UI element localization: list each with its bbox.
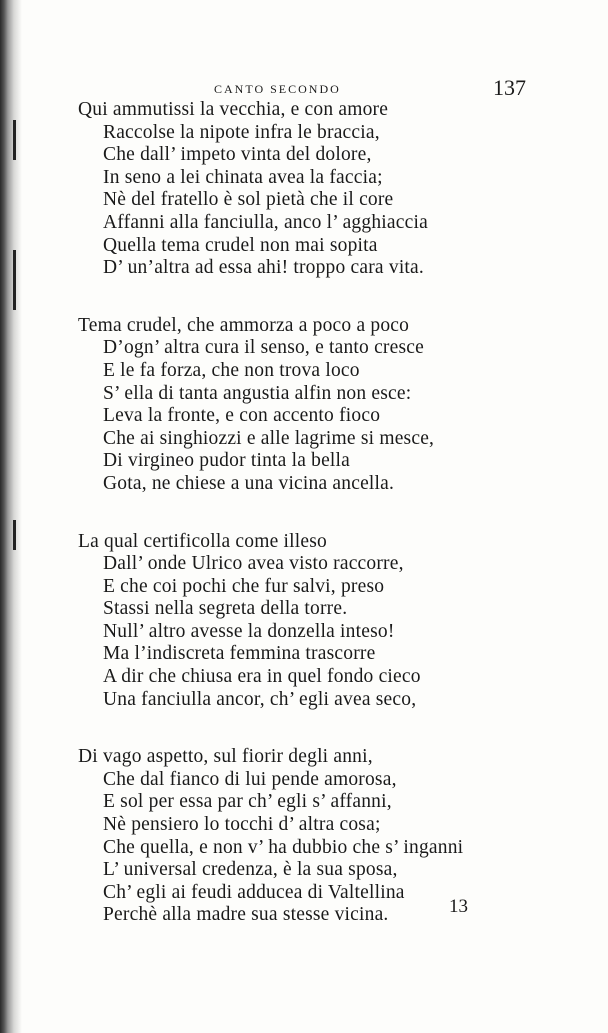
page-number: 137 bbox=[493, 75, 526, 100]
verse-line: E che coi pochi che fur salvi, preso bbox=[103, 575, 385, 597]
stanza bbox=[0, 99, 608, 280]
poem-text bbox=[0, 99, 608, 927]
verse-line: Affanni alla fanciulla, anco l’ agghiaccia bbox=[103, 211, 428, 233]
verse-line: Ma l’indiscreta femmina trascorre bbox=[103, 643, 376, 665]
verse-line: Che dal fianco di lui pende amorosa, bbox=[103, 768, 397, 790]
verse-line: Perchè alla madre sua stesse vicina. bbox=[103, 904, 389, 926]
verse-line: La qual certificolla come illeso bbox=[78, 530, 327, 552]
verse-line: Qui ammutissi la vecchia, e con amore bbox=[78, 99, 389, 120]
verse-line: In seno a lei chinata avea la faccia; bbox=[103, 166, 383, 188]
verse-line: Leva la fronte, e con accento fioco bbox=[103, 405, 381, 427]
stanza bbox=[0, 531, 608, 712]
verse-line: Di vago aspetto, sul fiorir degli anni, bbox=[78, 746, 373, 768]
stanza bbox=[0, 746, 608, 927]
verse-line: Ch’ egli ai feudi adducea di Valtellina bbox=[103, 881, 405, 903]
verse-line: L’ universal credenza, è la sua sposa, bbox=[103, 859, 398, 881]
verse-line: Quella tema crudel non mai sopita bbox=[103, 234, 378, 256]
verse-line: D’ogn’ altra cura il senso, e tanto cresce bbox=[103, 337, 424, 359]
gathering-signature: 13 bbox=[449, 896, 468, 917]
verse-line: Nè pensiero lo tocchi d’ altra cosa; bbox=[103, 814, 381, 836]
verse-line: Di virgineo pudor tinta la bella bbox=[103, 450, 351, 472]
verse-line: Che dall’ impeto vinta del dolore, bbox=[103, 144, 372, 166]
verse-line: Dall’ onde Ulrico avea visto raccorre, bbox=[103, 553, 404, 575]
verse-line: Che ai singhiozzi e alle lagrime si mesce, bbox=[103, 427, 435, 449]
verse-line: D’ un’altra ad essa ahi! troppo cara vita. bbox=[103, 257, 424, 279]
stanza bbox=[0, 315, 608, 496]
verse-line: S’ ella di tanta angustia alfin non esce: bbox=[103, 382, 412, 404]
verse-line: E le fa forza, che non trova loco bbox=[103, 359, 360, 381]
verse-line: Una fanciulla ancor, ch’ egli avea seco, bbox=[103, 688, 417, 710]
verse-line: Raccolse la nipote infra le braccia, bbox=[103, 121, 380, 143]
verse-line: Stassi nella segreta della torre. bbox=[103, 598, 348, 620]
running-title: CANTO SECONDO bbox=[214, 82, 341, 96]
verse-line: Null’ altro avesse la donzella inteso! bbox=[103, 620, 395, 642]
verse-line: Gota, ne chiese a una vicina ancella. bbox=[103, 472, 395, 494]
verse-line: A dir che chiusa era in quel fondo cieco bbox=[103, 666, 421, 688]
verse-line: E sol per essa par ch’ egli s’ affanni, bbox=[103, 791, 392, 813]
verse-line: Nè del fratello è sol pietà che il core bbox=[103, 189, 394, 211]
verse-line: Che quella, e non v’ ha dubbio che s’ inganni bbox=[103, 836, 464, 858]
verse-line: Tema crudel, che ammorza a poco a poco bbox=[78, 314, 410, 336]
